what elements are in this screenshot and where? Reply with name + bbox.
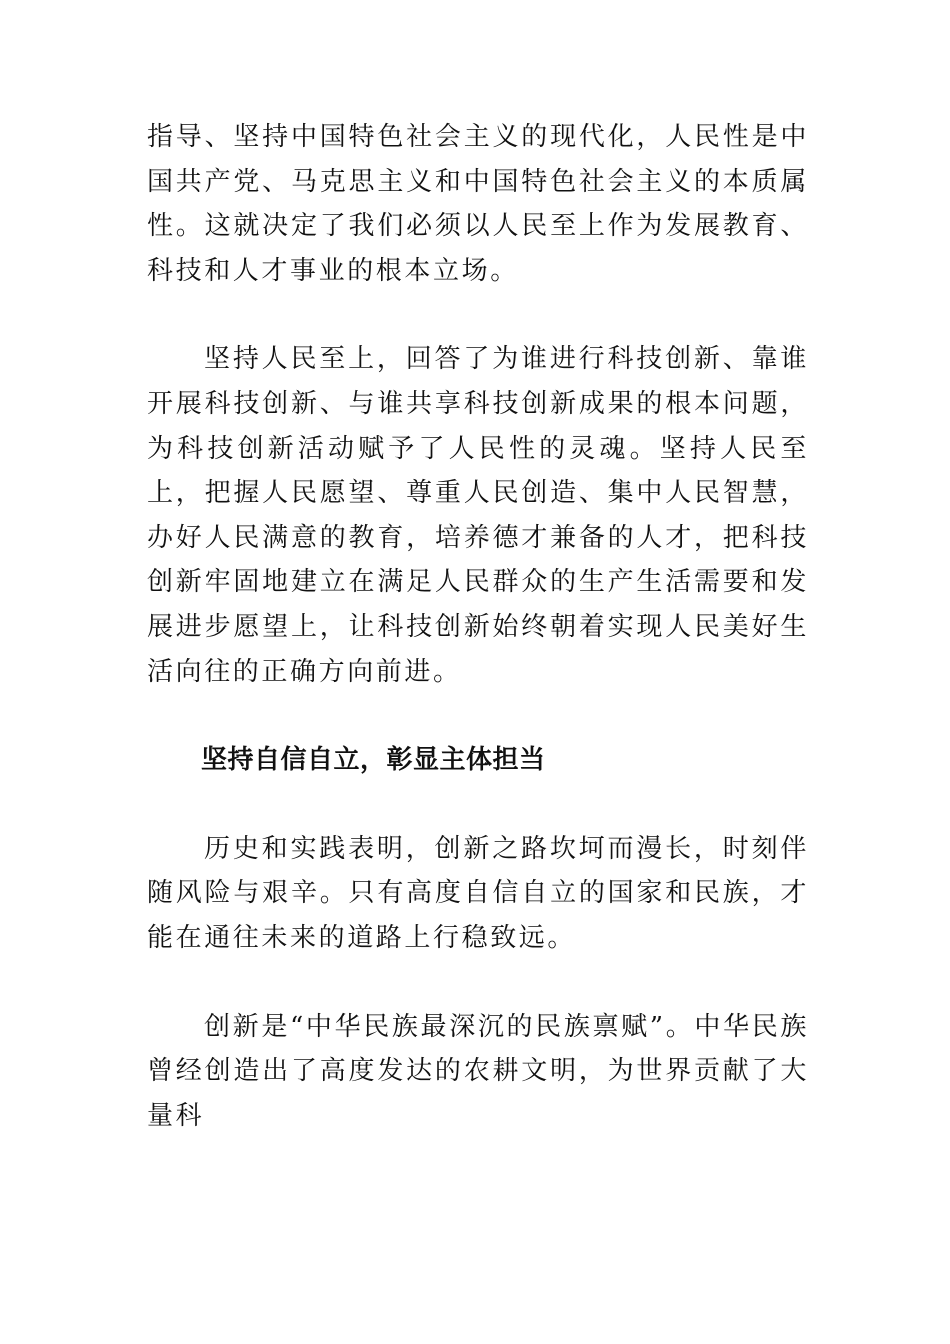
paragraph-innovation-endowment: 创新是“中华民族最深沉的民族禀赋”。中华民族曾经创造出了高度发达的农耕文明，为世界贡献了大量科 (147, 1011, 809, 1131)
document-body (147, 115, 809, 1138)
paragraph-history-practice: 历史和实践表明，创新之路坎坷而漫长，时刻伴随风险与艰辛。只有高度自信自立的国家和民族，才能在通往未来的道路上行稳致远。 (147, 833, 809, 953)
section-heading: 坚持自信自立，彰显主体担当 (201, 745, 546, 776)
paragraph-continuation: 指导、坚持中国特色社会主义的现代化，人民性是中国共产党、马克思主义和中国特色社会主义的本质属性。这就决定了我们必须以人民至上作为发展教育、科技和人才事业的根本立场。 (147, 122, 809, 286)
paragraph-people-first: 坚持人民至上，回答了为谁进行科技创新、靠谁开展科技创新、与谁共享科技创新成果的根本问题，为科技创新活动赋予了人民性的灵魂。坚持人民至上，把握人民愿望、尊重人民创造、集中人民智慧，办好人民满意的教育，培养德才兼备的人才，把科技创新牢固地建立在满足人民群众的生产生活需要和发展进步愿望上，让科技创新始终朝着实现人民美好生活向往的正确方向前进。 (147, 344, 809, 687)
